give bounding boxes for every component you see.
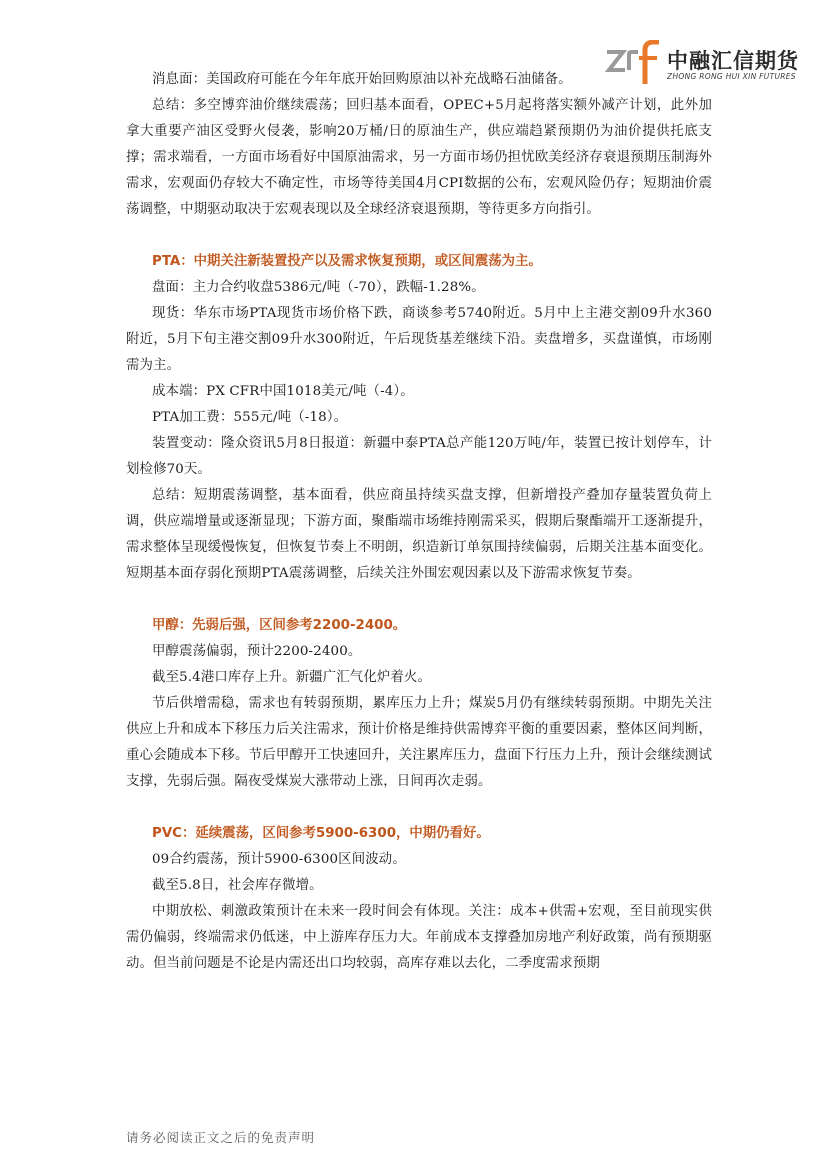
pvc-summary-paragraph: 中期放松、刺激政策预计在未来一段时间会有体现。关注：成本+供需+宏观，至目前现实供需仍偏弱，终端需求仍低迷，中上游库存压力大。年前成本支撑叠加房地产利好政策，尚有预期驱动。但当前问题是不论是内需还出口均较弱，高库存难以去化，二季度需求预期 xyxy=(126,904,712,971)
pta-heading: PTA：中期关注新装置投产以及需求恢复预期，或区间震荡为主。 xyxy=(152,254,542,269)
oil-news-paragraph: 消息面：美国政府可能在今年年底开始回购原油以补充战略石油储备。 xyxy=(152,72,572,87)
logo-chinese-name: 中融汇信期货 xyxy=(667,49,799,73)
methanol-inventory-paragraph: 截至5.4港口库存上升。新疆广汇气化炉着火。 xyxy=(152,670,432,685)
pvc-forecast-paragraph: 09合约震荡，预计5900-6300区间波动。 xyxy=(152,852,406,867)
report-body xyxy=(126,67,712,977)
logo-english-name: ZHONG RONG HUI XIN FUTURES xyxy=(667,72,796,81)
pvc-heading: PVC：延续震荡，区间参考5900-6300，中期仍看好。 xyxy=(152,826,490,841)
pta-cost-paragraph: 成本端：PX CFR中国1018美元/吨（-4）。 xyxy=(152,384,414,399)
pta-processing-fee-paragraph: PTA加工费：555元/吨（-18）。 xyxy=(152,410,348,425)
methanol-heading: 甲醇：先弱后强，区间参考2200-2400。 xyxy=(152,618,407,633)
methanol-forecast-paragraph: 甲醇震荡偏弱，预计2200-2400。 xyxy=(152,644,362,659)
pta-plant-change-paragraph: 装置变动：隆众资讯5月8日报道：新疆中泰PTA总产能120万吨/年，装置已按计划停车，计划检修70天。 xyxy=(126,436,712,477)
pta-summary-paragraph: 总结：短期震荡调整，基本面看，供应商虽持续买盘支撑，但新增投产叠加存量装置负荷上调，供应端增量或逐渐显现；下游方面，聚酯端市场维持刚需采买，假期后聚酯端开工逐渐提升，需求整体呈现缓慢恢复，但恢复节奏上不明朗，织造新订单氛围持续偏弱，后期关注基本面变化。短期基本面存弱化预期PTA震荡调整，后续关注外围宏观因素以及下游需求恢复节奏。 xyxy=(126,488,712,581)
oil-summary-paragraph: 总结：多空博弈油价继续震荡；回归基本面看，OPEC+5月起将落实额外减产计划，此外加拿大重要产油区受野火侵袭，影响20万桶/日的原油生产，供应端趋紧预期仍为油价提供托底支撑；需求端看，一方面市场看好中国原油需求，另一方面市场仍担忧欧美经济存衰退预期压制海外需求，宏观面仍存较大不确定性，市场等待美国4月CPI数据的公布，宏观风险仍存；短期油价震荡调整，中期驱动取决于宏观表现以及全球经济衰退预期，等待更多方向指引。 xyxy=(126,98,712,217)
pta-spot-paragraph: 现货：华东市场PTA现货市场价格下跌，商谈参考5740附近。5月中上主港交割09升水360附近，5月下旬主港交割09升水300附近，午后现货基差继续下沿。卖盘增多，买盘谨慎，市场刚需为主。 xyxy=(126,306,712,373)
pvc-inventory-paragraph: 截至5.8日，社会库存微增。 xyxy=(152,878,323,893)
pta-market-paragraph: 盘面：主力合约收盘5386元/吨（-70），跌幅-1.28%。 xyxy=(152,280,485,295)
methanol-summary-paragraph: 节后供增需稳，需求也有转弱预期，累库压力上升；煤炭5月仍有继续转弱预期。中期先关注供应上升和成本下移压力后关注需求，预计价格是维持供需博弈平衡的重要因素，整体区间判断，重心会随成本下移。节后甲醇开工快速回升，关注累库压力，盘面下行压力上升，预计会继续测试支撑，先弱后强。隔夜受煤炭大涨带动上涨，日间再次走弱。 xyxy=(126,696,712,789)
disclaimer-footer: 请务必阅读正文之后的免责声明 xyxy=(126,1130,316,1145)
